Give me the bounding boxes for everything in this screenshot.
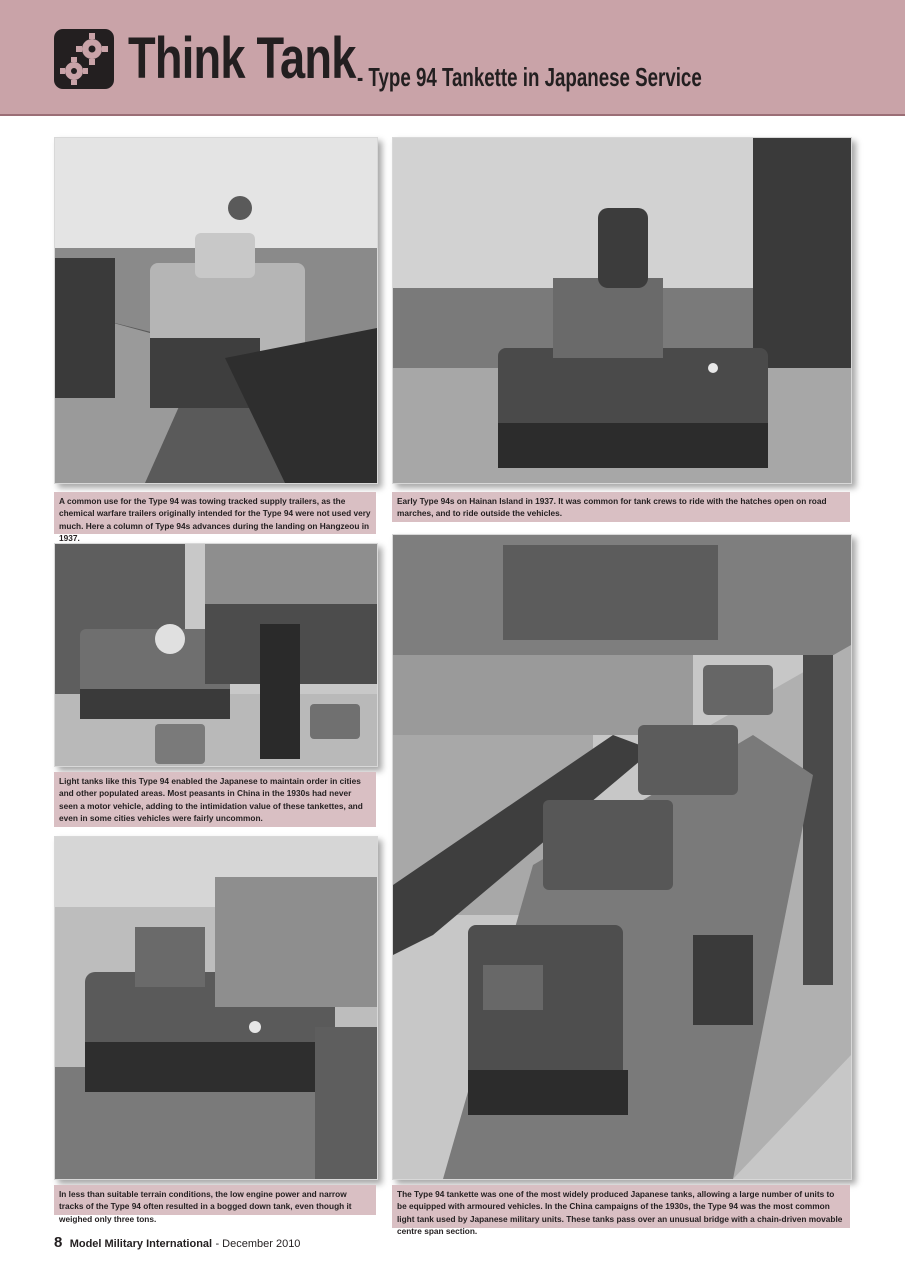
photo-bogged-down (54, 836, 378, 1180)
photo-bridge-crossing (392, 534, 852, 1180)
caption-city-street: Light tanks like this Type 94 enabled the Japanese to maintain order in cities and other populated areas. Most peasants in China in the 1930s had never seen a motor vehicle, adding to the intimidation value of these tankettes, and even in some cities vehicles were fairly uncommon. (54, 772, 376, 827)
issue-date: - December 2010 (215, 1238, 301, 1250)
magazine-name: Model Military International (69, 1238, 213, 1250)
caption-bridge-crossing: The Type 94 tankette was one of the most widely produced Japanese tanks, allowing a large number of units to be equipped with armoured vehicles. In the China campaigns of the 1930s, the Type 94 was the most common light tank used by Japanese military units. These tanks pass over an unusual bridge with a chain-driven movable centre span section. (392, 1185, 850, 1228)
caption-bogged-down: In less than suitable terrain conditions, the low engine power and narrow tracks of the Type 94 often resulted in a bogged down tank, even though it weighed only three tons. (54, 1185, 376, 1215)
photo-hangzeou-column (54, 137, 378, 484)
page-title: Think Tank (128, 26, 356, 91)
page-number: 8 (54, 1234, 63, 1251)
caption-hainan-island: Early Type 94s on Hainan Island in 1937. It was common for tank crews to ride with the hatches open on road marches, and to ride outside the vehicles. (392, 492, 850, 522)
page-header (0, 0, 905, 116)
page-footer (54, 1234, 300, 1251)
photo-city-street (54, 543, 378, 767)
photo-hainan-island (392, 137, 852, 484)
page-subtitle: - Type 94 Tankette in Japanese Service (357, 62, 702, 92)
caption-hangzeou-column: A common use for the Type 94 was towing tracked supply trailers, as the chemical warfare trailers originally intended for the Type 94 were not used very much. Here a column of Type 94s advances during the landing on Hangzeou in 1937. (54, 492, 376, 534)
gears-icon (54, 29, 114, 89)
